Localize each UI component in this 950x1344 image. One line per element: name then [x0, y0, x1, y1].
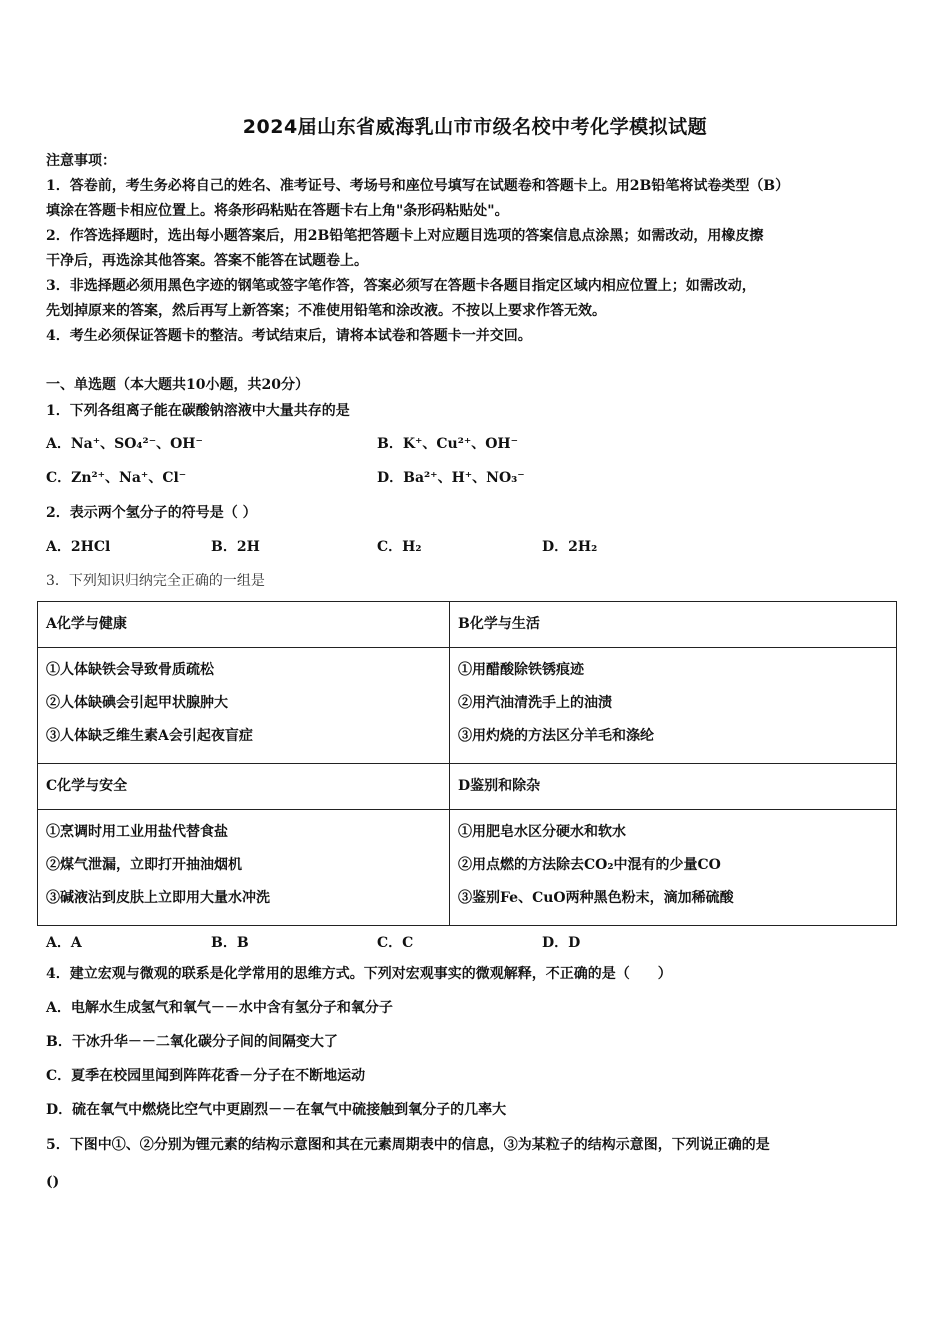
- table-item: ③鉴别Fe、CuO两种黑色粉末，滴加稀硫酸: [458, 890, 734, 906]
- table-head-a: A化学与健康: [38, 602, 450, 648]
- q2-option-a: A．2HCl: [46, 539, 111, 555]
- table-head-c: C化学与安全: [38, 764, 450, 810]
- q4-option-d: D．硫在氧气中燃烧比空气中更剧烈－－在氧气中硫接触到氧分子的几率大: [46, 1102, 507, 1118]
- q1-option-b: B．K⁺、Cu²⁺、OH⁻: [377, 436, 519, 452]
- table-head-d: D鉴别和除杂: [450, 764, 897, 810]
- q5-paren: (): [46, 1174, 60, 1190]
- table-item: ③人体缺乏维生素A会引起夜盲症: [46, 728, 253, 744]
- table-cell-a: [38, 648, 450, 764]
- notice-line: 4．考生必须保证答题卡的整洁。考试结束后，请将本试卷和答题卡一并交回。: [46, 328, 532, 344]
- table-cell-d: [450, 810, 897, 926]
- q2-stem: 2．表示两个氢分子的符号是（ ）: [46, 505, 257, 521]
- q3-option-d: D．D: [542, 935, 581, 951]
- table-head-b: B化学与生活: [450, 602, 897, 648]
- q4-option-b: B．干冰升华－－二氧化碳分子间的间隔变大了: [46, 1034, 338, 1050]
- table-item: ②用汽油清洗手上的油渍: [458, 695, 612, 711]
- section-heading: 一、单选题（本大题共10小题，共20分）: [46, 377, 309, 393]
- table-item: ①烹调时用工业用盐代替食盐: [46, 824, 228, 840]
- q2-option-b: B．2H: [211, 539, 260, 555]
- q4-option-a: A．电解水生成氢气和氧气－－水中含有氢分子和氧分子: [46, 1000, 393, 1016]
- q3-knowledge-table: [37, 601, 897, 926]
- notice-line: 1．答卷前，考生务必将自己的姓名、准考证号、考场号和座位号填写在试题卷和答题卡上。用2B铅笔将试卷类型（B）: [46, 178, 790, 194]
- q2-option-c: C．H₂: [377, 539, 422, 555]
- notice-line: 填涂在答题卡相应位置上。将条形码粘贴在答题卡右上角"条形码粘贴处"。: [46, 203, 509, 219]
- q3-option-b: B．B: [211, 935, 249, 951]
- table-item: ①用醋酸除铁锈痕迹: [458, 662, 584, 678]
- notice-line: 3．非选择题必须用黑色字迹的钢笔或签字笔作答，答案必须写在答题卡各题目指定区域内相应位置上；如需改动，: [46, 278, 756, 294]
- q1-option-d: D．Ba²⁺、H⁺、NO₃⁻: [377, 470, 525, 486]
- notice-line: 2．作答选择题时，选出每小题答案后，用2B铅笔把答题卡上对应题目选项的答案信息点涂黑；如需改动，用橡皮擦: [46, 228, 764, 244]
- q2-option-d: D．2H₂: [542, 539, 598, 555]
- q3-stem: 3．下列知识归纳完全正确的一组是: [46, 573, 265, 589]
- table-cell-b: [450, 648, 897, 764]
- table-item: ①人体缺铁会导致骨质疏松: [46, 662, 214, 678]
- table-cell-c: [38, 810, 450, 926]
- q4-stem: 4．建立宏观与微观的联系是化学常用的思维方式。下列对宏观事实的微观解释，不正确的是（ ）: [46, 966, 672, 982]
- q3-option-c: C．C: [377, 935, 414, 951]
- table-item: ②煤气泄漏，立即打开抽油烟机: [46, 857, 242, 873]
- q3-option-a: A．A: [46, 935, 82, 951]
- q1-stem: 1．下列各组离子能在碳酸钠溶液中大量共存的是: [46, 403, 350, 419]
- table-item: ①用肥皂水区分硬水和软水: [458, 824, 626, 840]
- q4-option-c: C．夏季在校园里闻到阵阵花香－分子在不断地运动: [46, 1068, 366, 1084]
- notice-line: 干净后，再选涂其他答案。答案不能答在试题卷上。: [46, 253, 368, 269]
- page-title: 2024届山东省威海乳山市市级名校中考化学模拟试题: [242, 116, 708, 138]
- notice-heading: 注意事项：: [46, 153, 116, 169]
- notice-line: 先划掉原来的答案，然后再写上新答案；不准使用铅笔和涂改液。不按以上要求作答无效。: [46, 303, 606, 319]
- q5-stem: 5．下图中①、②分别为锂元素的结构示意图和其在元素周期表中的信息，③为某粒子的结构示意图，下列说正确的是: [46, 1137, 770, 1153]
- q1-option-c: C．Zn²⁺、Na⁺、Cl⁻: [46, 470, 187, 486]
- table-item: ③用灼烧的方法区分羊毛和涤纶: [458, 728, 654, 744]
- table-item: ③碱液沾到皮肤上立即用大量水冲洗: [46, 890, 270, 906]
- table-item: ②用点燃的方法除去CO₂中混有的少量CO: [458, 857, 721, 873]
- table-item: ②人体缺碘会引起甲状腺肿大: [46, 695, 228, 711]
- q1-option-a: A．Na⁺、SO₄²⁻、OH⁻: [46, 436, 203, 452]
